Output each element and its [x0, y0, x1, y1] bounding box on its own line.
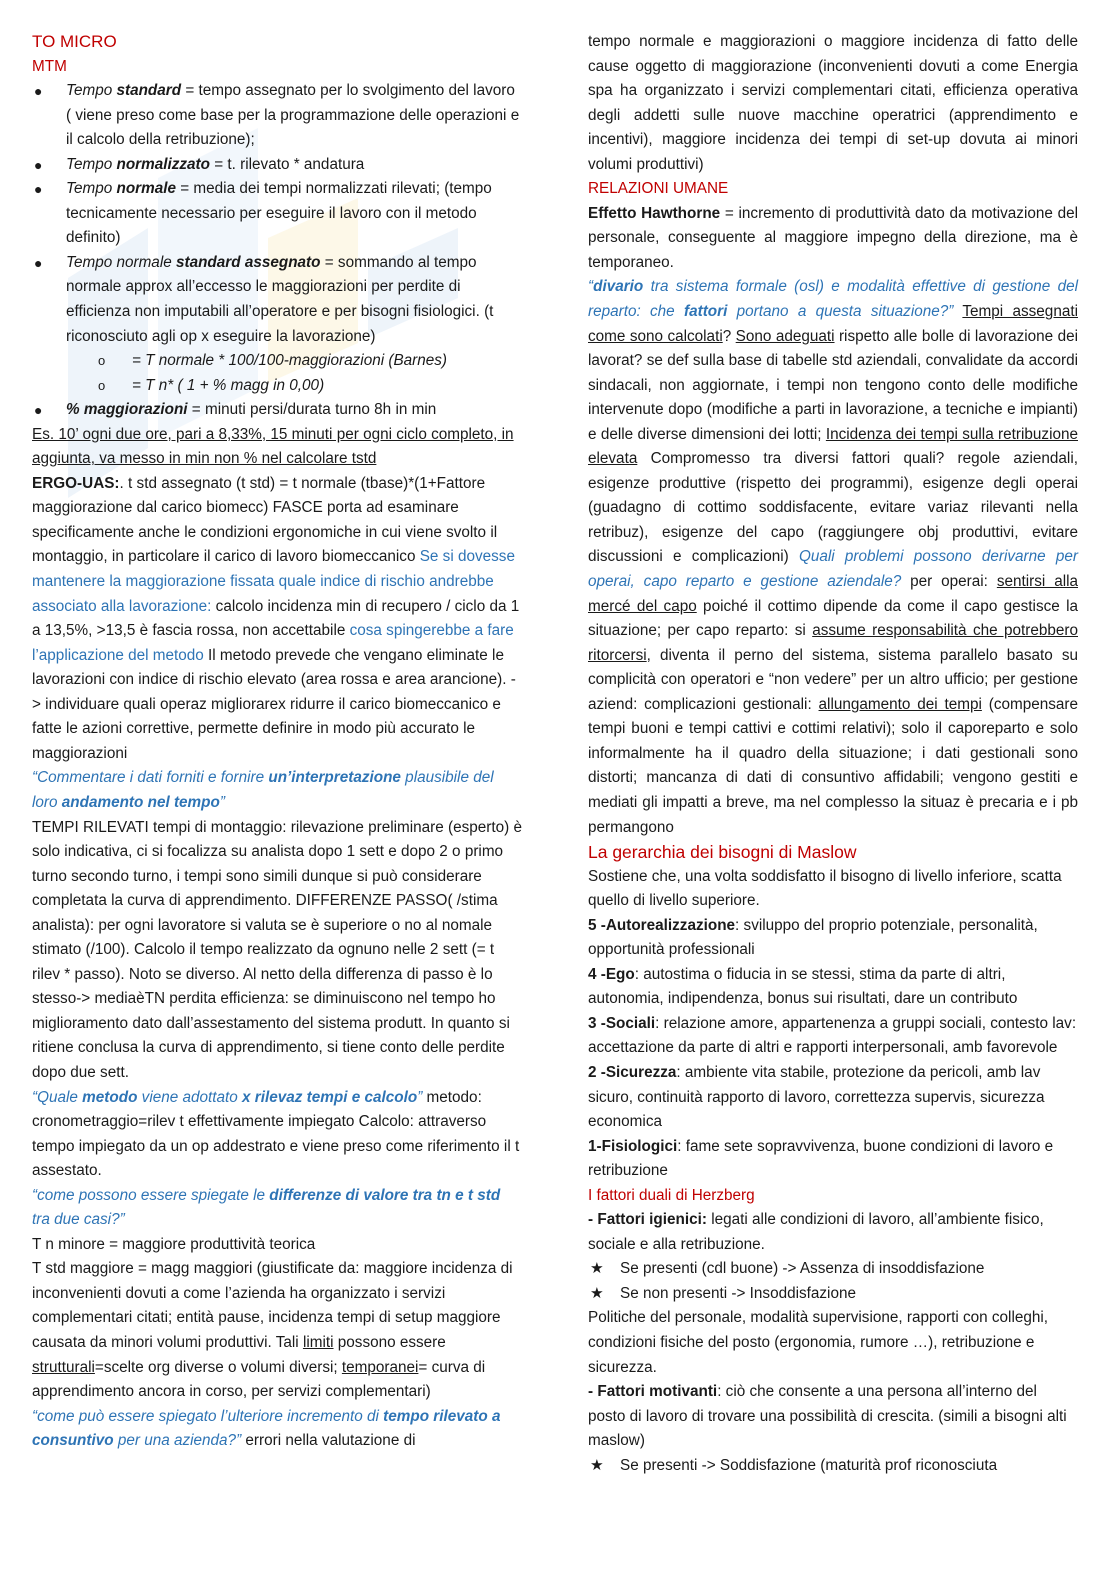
bullet-icon: ● — [34, 254, 43, 271]
bullet-tempo-standard: ● Tempo standard = tempo assegnato per lo svolgimento del lavoro ( viene preso come base per la programmazione delle operazioni e il calcolo della retribuzione); — [32, 79, 522, 153]
page-title: TO MICRO — [32, 32, 117, 51]
fattori-motivanti: - Fattori motivanti: ciò che consente a una persona all’interno del posto di lavoro di trovare una possibilità di crescita. (simili a bisogni alti maslow) — [588, 1383, 1067, 1450]
circle-bullet-icon: o — [98, 377, 106, 393]
politiche-paragraph: Politiche del personale, modalità supervisione, rapporti con colleghi, condizioni fisiche del posto (ergonomia, rumore …), retribuzione e sicurezza. — [588, 1309, 1049, 1376]
fattori-igienici: - Fattori igienici: legati alle condizioni di lavoro, all’ambiente fisico, sociale e alla retribuzione. — [588, 1211, 1044, 1253]
question-incremento-paragraph: “come può essere spiegato l’ulteriore incremento di tempo rilevato a consuntivo per una azienda?” errori nella valutazione di — [32, 1407, 501, 1450]
section-heading-maslow: La gerarchia dei bisogni di Maslow — [588, 842, 857, 863]
bullet-tempo-normale: ● Tempo normale = media dei tempi normalizzati rilevati; (tempo tecnicamente necessario per eseguire il lavoro con il metodo definito) — [32, 177, 522, 251]
star-item-non-presenti: ★ Se non presenti -> Insoddisfazione — [588, 1282, 1078, 1307]
maslow-level-3: 3 -Sociali: relazione amore, appartenenza a gruppi sociali, contesto lav: accettazione da parte di altri e rapporti interpersonali, amb favorevole — [588, 1014, 1077, 1057]
maslow-level-1: 1-Fisiologici: fame sete sopravvivenza, buone condizioni di lavoro e retribuzione — [588, 1137, 1054, 1180]
bullet-tempo-standard-assegnato: ● Tempo normale standard assegnato = sommando al tempo normale approx all’eccesso le maggiorazioni per perdite di efficienza non imputabili all’operatore e per bisogni fisiologici. (t riconosciuto agli op x eseguire la lavorazione) — [32, 251, 522, 349]
right-column — [588, 30, 1078, 1478]
tempi-rilevati-paragraph: TEMPI RILEVATI tempi di montaggio: rilevazione preliminare (esperto) è solo indicativa, ci si focalizza su analista dopo 1 sett e dopo 2 o primo turno secondo turno, i tempi sono simili dunque si può considerare completata la curva di apprendimento. DIFFERENZE PASSO( /stima analista): per ogni lavoratore si valuta se è superiore o no al nomale stimato (/100). Calcolo il tempo realizzato da ognuno nelle 2 sett (= t rilev * passo). Noto se diverso. Al netto della differenza di passo è lo stesso-> mediaèTN perdita efficienza: se diminuiscono nel tempo ho miglioramento dato dall’assestamento del sistema produtt. In quanto si ritiene conclusa la curva di apprendimento, si tiene conto delle perdite dopo due sett. — [32, 818, 522, 1081]
section-heading-mtm: MTM — [32, 57, 67, 75]
maslow-level-2: 2 -Sicurezza: ambiente vita stabile, protezione da pericoli, amb lav sicuro, continuità rapporto di lavoro, correttezza supervis, sicurezza economica — [588, 1063, 1045, 1131]
maslow-intro: Sostiene che, una volta soddisfatto il bisogno di livello inferiore, scatta quello di livello superiore. — [588, 867, 1062, 910]
bullet-maggiorazioni: ● % maggiorazioni = minuti persi/durata turno 8h in min — [32, 398, 522, 423]
divario-paragraph: “divario tra sistema formale (osl) e modalità effettive di gestione del reparto: che fattori portano a questa situazione?” Tempi assegnati come sono calcolati? Sono adeguati rispetto alle bolle di lavorazione dei lavorat? se def sulla base di tabelle std aziendali, convalidate da accordi sindacali, non aggiornate, i tempi non tengono conto delle modifiche intervenute dopo (modifiche a parti in lavorazione, a tecniche e impianti) e delle diverse dimensioni dei lotti; Incidenza dei tempi sulla retribuzione elevata Compromesso tra diversi fattori quali? regole aziendali, esigenze produttive (rispetto dei programmi), esigenze degli operai (guadagno di cottimo soddisfacente, evitare variaz rilevanti nella retribuz), esigenze del capo (raggiungere obj produttivi, evitare discussioni e complicazioni) Quali problemi possono derivarne per operai, capo reparto e gestione aziendale? per operai: sentirsi alla mercé del capo poiché il cottimo dipende da come il capo gestisce la situazione; per capo reparto: si assume responsabilità che potrebbero ritorcersi, diventa il perno del sistema, sistema parallelo basato su complicità con operatori e “non vedere” per un altro ufficio; per gestione aziend: complicazioni gestionali: allungamento dei tempi (compensare tempi buoni e tempi cattivi e cottimi relativi); solo il caporeparto e solo informalmente ha il quadro della situazione; i dati gestionali sono distorti; mancanza di dati di consuntivo affidabili; vengono gestiti e mediati gli impatti a breve, ma nel complesso la situaz è precaria e i pb permangono — [588, 278, 1079, 836]
ergo-uas-paragraph: ERGO-UAS:. t std assegnato (t std) = t normale (tbase)*(1+Fattore maggiorazione dal carico biomecc) FASCE porta ad esaminare specificamente anche le condizioni ergonomiche in cui viene svolto il montaggio, in particolare il carico di lavoro biomeccanico Se si dovesse mantenere la maggiorazione fissata quale indice di rischio andrebbe associato alla lavorazione: calcolo incidenza min di recupero / ciclo da 1 a 13,5%, >13,5 è fascia rossa, non accettabile cosa spingerebbe a fare l’applicazione del metodo Il metodo prevede che vengano eliminate le lavorazioni con indice di rischio elevato (area rossa e area arancione). -> individuare quali operaz migliorarex ridurre il carico biomeccanico e fatte le azioni correttive, permette definire in modo più accurato le maggiorazioni — [32, 474, 520, 762]
bullet-tempo-normalizzato: ● Tempo normalizzato = t. rilevato * andatura — [32, 153, 522, 178]
question-commentare: “Commentare i dati forniti e fornire un’interpretazione plausibile del loro andamento nel tempo” — [32, 769, 494, 811]
star-item-soddisfazione: ★ Se presenti -> Soddisfazione (maturità prof riconosciuta — [588, 1454, 1078, 1479]
bullet-icon: ● — [34, 83, 43, 100]
left-column — [32, 30, 522, 1454]
bullet-icon: ● — [34, 402, 43, 419]
sub-bullet-formula-1: o = T normale * 100/100-maggiorazioni (Barnes) — [32, 349, 522, 374]
hawthorne-paragraph: Effetto Hawthorne = incremento di produttività dato da motivazione del personale, conseguente al maggiore impegno della direzione, ma è temporaneo. — [588, 204, 1078, 271]
example-paragraph: Es. 10’ ogni due ore, pari a 8,33%, 15 minuti per ogni ciclo completo, in aggiunta, va messo in min non % nel calcolare tstd — [32, 425, 514, 468]
maslow-level-5: 5 -Autorealizzazione: sviluppo del proprio potenziale, personalità, opportunità professionali — [588, 916, 1038, 959]
star-bullet-icon: ★ — [590, 1284, 604, 1302]
circle-bullet-icon: o — [98, 353, 106, 369]
maslow-level-4: 4 -Ego: autostima o fiducia in se stessi, stima da parte di altri, autonomia, indipendenza, bonus sui risultati, dare un contributo — [588, 965, 1018, 1008]
star-bullet-icon: ★ — [590, 1456, 604, 1474]
bullet-icon: ● — [34, 156, 43, 173]
tstd-paragraph: T std maggiore = magg maggiori (giustificate da: maggiore incidenza di inconvenienti dovuti a come l’azienda ha organizzato i servizi complementari citati; entità pause, incidenza tempi di setup maggiore causata da minori volumi produttivi. Tali limiti possono essere strutturali=scelte org diverse o volumi diversi; temporanei= curva di apprendimento ancora in corso, per servizi complementari) — [32, 1260, 513, 1401]
section-heading-relazioni-umane: RELAZIONI UMANE — [588, 180, 729, 198]
sub-bullet-formula-2: o = T n* ( 1 + % magg in 0,00) — [32, 374, 522, 399]
star-item-presenti: ★ Se presenti (cdl buone) -> Assenza di insoddisfazione — [588, 1257, 1078, 1282]
question-differenze: “come possono essere spiegate le differenze di valore tra tn e t std tra due casi?” — [32, 1186, 501, 1229]
bullet-icon: ● — [34, 181, 43, 198]
question-metodo-paragraph: “Quale metodo viene adottato x rilevaz tempi e calcolo” metodo: cronometraggio=rilev t effettivamente impiegato Calcolo: attraverso tempo impiegato da un op addestrato e viene preso come riferimento il t assestato. — [32, 1088, 520, 1180]
star-bullet-icon: ★ — [590, 1260, 604, 1278]
section-heading-herzberg: I fattori duali di Herzberg — [588, 1186, 755, 1204]
tn-line: T n minore = maggiore produttività teorica — [32, 1235, 316, 1253]
continuation-paragraph: tempo normale e maggiorazioni o maggiore incidenza di fatto delle cause oggetto di maggiorazione (inconvenienti dovuti a come Energia spa ha organizzato i servizi complementari citati, efficienza operativa degli addetti sulle nuove macchine operatrici (apprendimento e incentivi), maggiore incidenza dei tempi di set-up dovuta ai minori volumi produttivi) — [588, 33, 1078, 173]
